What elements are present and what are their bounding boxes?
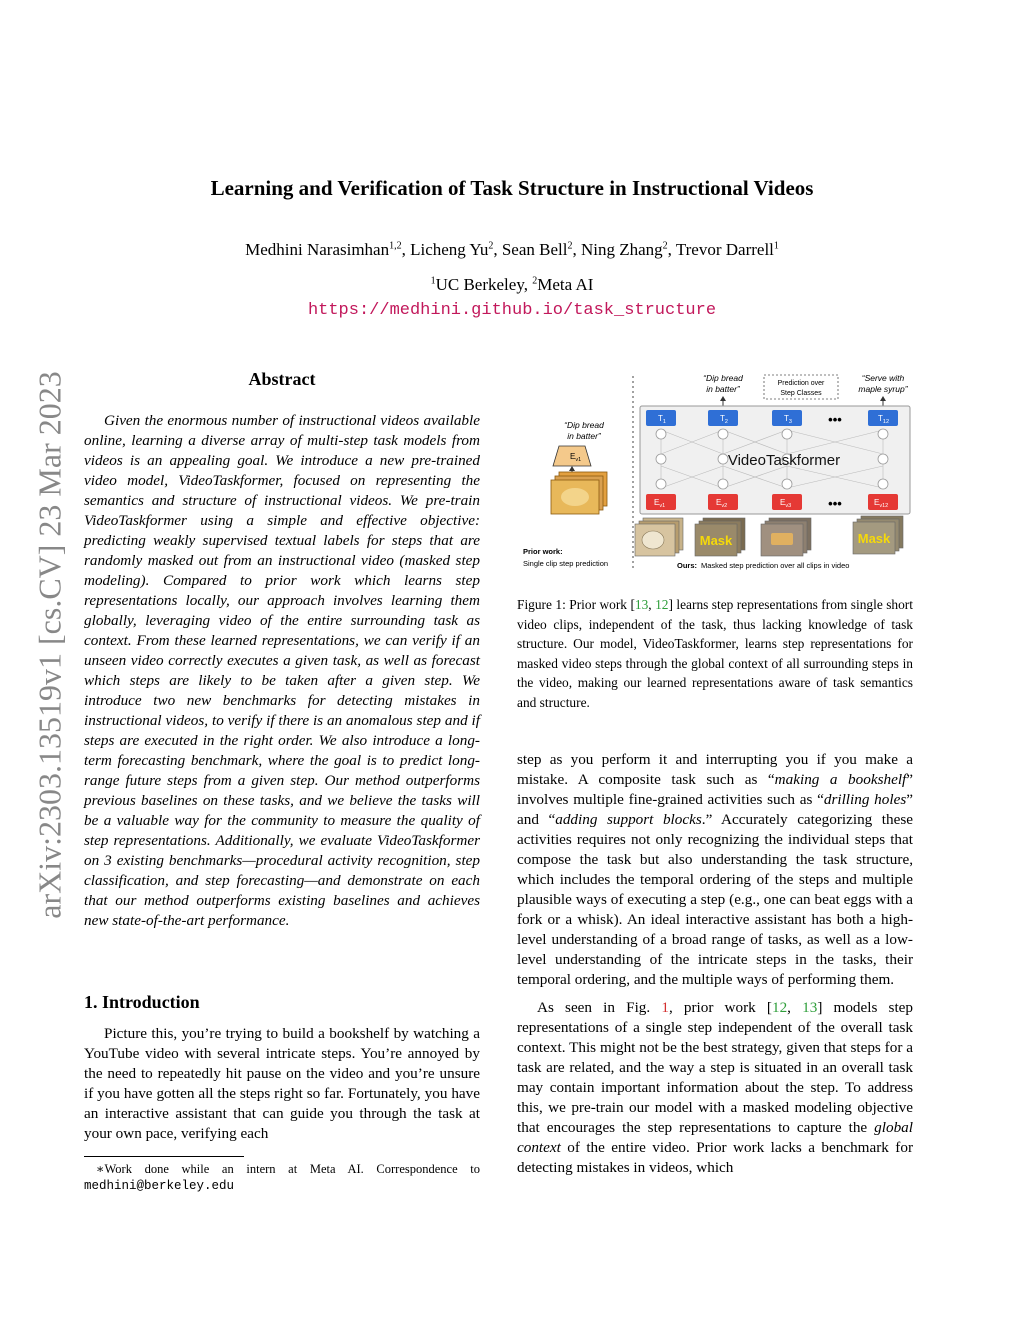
right-column-text: [517, 750, 913, 1186]
clip-embedding-label: $E_{v12}$: [874, 498, 889, 509]
step-token-dots: •••: [828, 412, 842, 427]
author-list: Medhini Narasimhan$^{1,2}$, Licheng Yu$^2$, Sean Bell$^2$, Ning Zhang$^2$, Trevor Darrell$^1$: [245, 240, 779, 259]
clip-embedding-dots: •••: [828, 496, 842, 511]
intro-paragraph: Picture this, you’re trying to build a bookshelf by watching a YouTube video with several intricate steps. You’re annoyed by the need to repeatedly hit pause on the video and you’re unsure if you have gotten all the steps right so far. Fortunately, you have an interactive assistant that can guide you through the task at your own pace, verifying each: [84, 1025, 480, 1142]
step-token-label: $T_1$: [658, 414, 666, 425]
prior-work-desc: Single clip step prediction: [523, 559, 609, 568]
prior-work-title: Prior work:: [523, 547, 563, 556]
clip-embedding-label: $E_{v3}$: [780, 498, 792, 509]
paper-title: Learning and Verification of Task Structure in Instructional Videos: [210, 176, 814, 200]
quote-left-line2: in batter”: [567, 431, 601, 441]
quote-right-line1: “Serve with: [861, 373, 905, 383]
footnote: ∗Work done while an intern at Meta AI. Correspondence to medhini@berkeley.edu: [84, 1162, 480, 1193]
video-clip-stack-3: [761, 518, 811, 556]
mask-label: Mask: [857, 531, 891, 546]
figure-ref-link[interactable]: 1: [661, 999, 669, 1016]
citation-link[interactable]: 13: [802, 999, 818, 1016]
abstract-text: Given the enormous number of instructional videos available online, learning a diverse array of multi-step task models from videos is an appealing goal. We introduce a new pre-trained video model, VideoTaskformer, focused on representing the semantics and structure of instructional videos. We pre-train VideoTaskformer using a simple and effective objective: predicting weakly supervised textual labels for steps that are randomly masked out from an instructional video (masked step modeling). Compared to prior work which learns step representations locally, our approach involves learning them globally, leveraging video of the entire surrounding task as context. From these learned representations, we can verify if an unseen video correctly executes a given task, as well as forecast which steps are likely to be taken after a given step. We introduce two new benchmarks for detecting mistakes in instructional videos, to verify if there is an anomalous step and if steps are executed in the right order. We also introduce a long-term forecasting benchmark, where the goal is to predict long-range future steps from a given step. Our method outperforms previous baselines on these tasks, and we believe the tasks will be a valuable way for the community to measure the quality of step representations. Additionally, we evaluate VideoTaskformer on 3 existing benchmarks—procedural activity recognition, step classification, and step forecasting—and demonstrate on each that our method outperforms existing baselines and achieves new state-of-the-art performance.: [84, 412, 480, 929]
ours-desc: Masked step prediction over all clips in video: [701, 561, 850, 570]
ours-title: Ours:: [677, 561, 698, 570]
video-clip-stack-1: [635, 518, 683, 556]
arxiv-identifier: arXiv:2303.13519v1 [cs.CV] 23 Mar 2023: [31, 371, 68, 919]
project-url-link[interactable]: https://medhini.github.io/task_structure: [307, 301, 717, 320]
citation-link[interactable]: 12: [655, 597, 669, 612]
abstract-heading: Abstract: [248, 369, 316, 389]
affiliations: $^1$UC Berkeley, $^2$Meta AI: [430, 275, 594, 294]
quote-top-line2: in batter”: [706, 384, 740, 394]
quote-left-line1: “Dip bread: [564, 420, 604, 430]
figure-1: [517, 370, 913, 575]
step-token-label: $T_2$: [720, 414, 728, 425]
step-token-label: $T_{12}$: [878, 414, 890, 425]
citation-link[interactable]: 12: [771, 999, 788, 1016]
prior-encoder-label: $E_{v1}$: [570, 452, 582, 463]
citation-link[interactable]: 13: [634, 597, 649, 612]
quote-right-line2: maple syrup”: [858, 384, 908, 394]
prediction-box-line1: Prediction over: [777, 380, 825, 387]
clip-embedding-label: $E_{v1}$: [654, 498, 666, 509]
mask-label: Mask: [699, 533, 733, 548]
step-token-label: $T_3$: [784, 414, 792, 425]
prediction-box-line2: Step Classes: [780, 390, 822, 397]
paragraph: step as you perform it and interrupting you if you make a mistake. A composite task such as “making a bookshelf” involves multiple fine-grained activities such as “drilling holes” and “adding support blocks.” Accurately categorizing these activities requires not only recognizing the individual steps that compose the task but also understanding the task structure, which includes the temporal ordering of the steps and multiple plausible ways of executing a step (e.g., one can beat eggs with a fork or a whisk). An ideal interactive assistant has both a high-level understanding of a broad range of tasks, as well as a low-level understanding of the intricate steps in the tasks, their temporal ordering, and the multiple ways of performing them.: [517, 751, 914, 988]
intro-heading: 1. Introduction: [84, 992, 200, 1012]
videotaskformer-label: VideoTaskformer: [727, 452, 841, 469]
quote-top-line1: “Dip bread: [703, 373, 743, 383]
clip-embedding-label: $E_{v2}$: [716, 498, 728, 509]
figure-1-caption: Figure 1: Prior work [13, 12] learns step representations from single short video clips, independent of the task, thus lacking knowledge of task structure. Our model, VideoTaskformer, learns step representations for masked video steps through the global context of all surrounding steps in the video, making our learned representations aware of task semantics and structure.: [517, 597, 913, 710]
footnote-rule: [84, 1156, 244, 1157]
footnote-email-link[interactable]: medhini@berkeley.edu: [84, 1179, 235, 1193]
paragraph: As seen in Fig. 1, prior work [12, 13] models step representations of a single step independent of the overall task context. This might not be the best strategy, given that steps for a task are related, and the way a step is situated in an overall task may contain important information about the step. To address this, we pre-train our model with a masked modeling objective that encourages the step representations to capture the global context of the entire video. Prior work lacks a benchmark for detecting mistakes in videos, which: [517, 999, 914, 1176]
